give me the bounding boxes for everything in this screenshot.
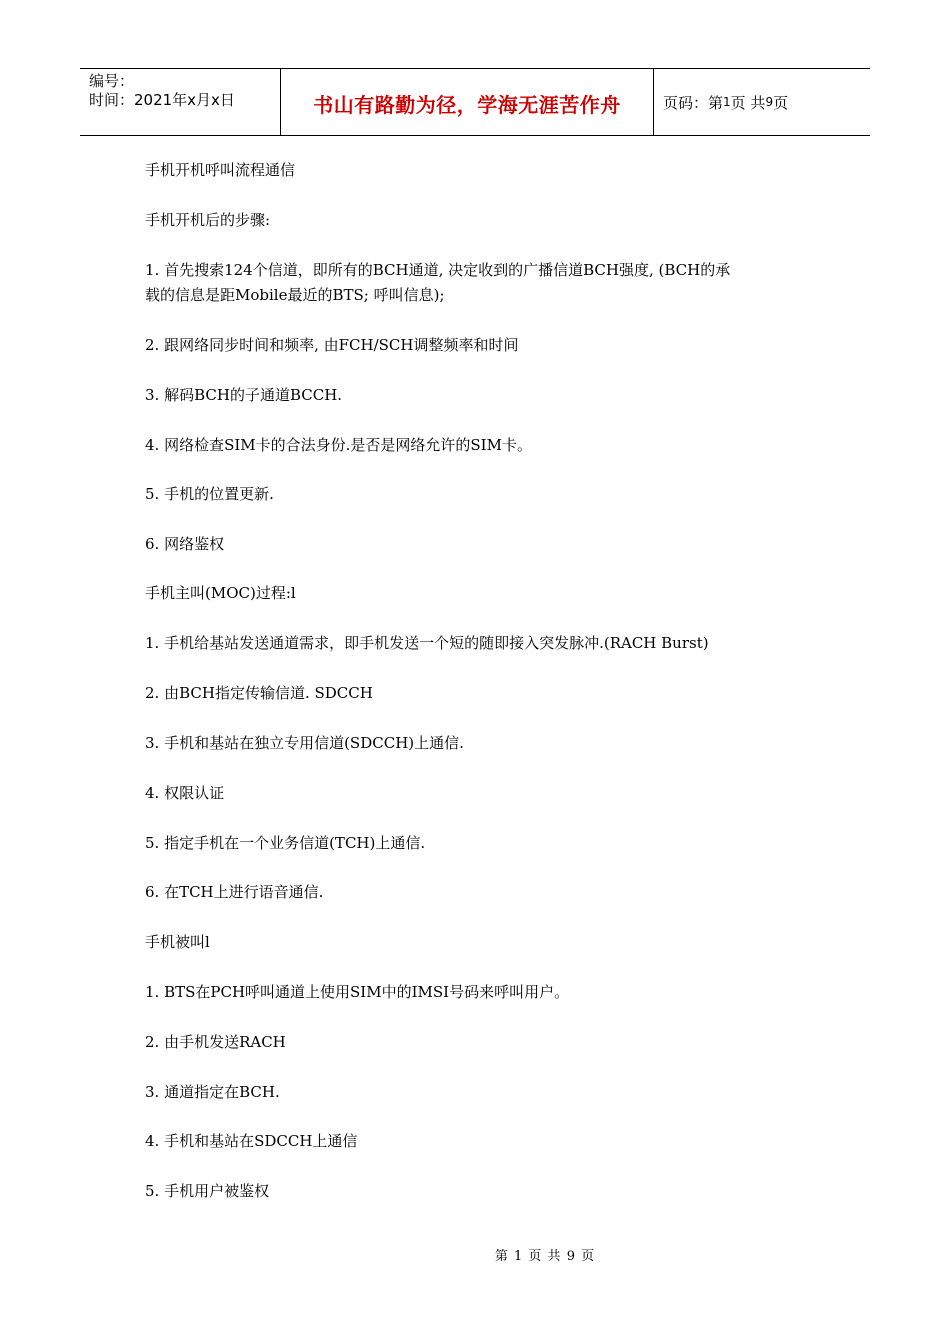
paragraph-line: 2. 跟网络同步时间和频率, 由FCH/SCH调整频率和时间 — [145, 336, 519, 354]
paragraph-line: 1. 首先搜索124个信道，即所有的BCH通道, 决定收到的广播信道BCH强度, (BCH的承 — [145, 261, 731, 279]
footer-page-number: 第 1 页 共 9 页 — [494, 1249, 596, 1264]
section-heading: 手机被叫l — [145, 933, 210, 951]
serial-number-label: 编号： — [89, 72, 135, 90]
document-header — [80, 68, 870, 136]
paragraph-line: 4. 网络检查SIM卡的合法身份.是否是网络允许的SIM卡。 — [145, 436, 532, 454]
paragraph-line: 4. 权限认证 — [145, 784, 225, 802]
paragraph-line: 2. 由BCH指定传输信道. SDCCH — [145, 684, 373, 702]
page-label-suffix: 页 — [773, 93, 789, 112]
page-footer — [0, 1245, 950, 1264]
paragraph-line: 6. 网络鉴权 — [145, 535, 225, 553]
date-label: 时间：2021年x月x日 — [89, 91, 235, 109]
page-total: 9 — [765, 95, 774, 109]
paragraph-line: 3. 解码BCH的子通道BCCH. — [145, 386, 343, 404]
doc-title: 手机开机呼叫流程通信 — [145, 161, 296, 179]
paragraph-line: 1. 手机给基站发送通道需求，即手机发送一个短的随即接入突发脉冲.(RACH Burst) — [145, 634, 709, 652]
page-current: 1 — [723, 95, 731, 109]
paragraph-line: 2. 由手机发送RACH — [145, 1033, 286, 1051]
paragraph-line: 1. BTS在PCH呼叫通道上使用SIM中的IMSI号码来呼叫用户。 — [145, 983, 570, 1001]
header-slogan-cell — [281, 69, 654, 135]
page-label-prefix: 页码：第 — [663, 93, 724, 112]
paragraph-line: 4. 手机和基站在SDCCH上通信 — [145, 1132, 358, 1150]
paragraph-line: 3. 通道指定在BCH. — [145, 1083, 280, 1101]
paragraph-line: 5. 手机用户被鉴权 — [145, 1182, 270, 1200]
section-heading: 手机主叫(MOC)过程:l — [145, 584, 296, 602]
paragraph-line: 手机开机后的步骤: — [145, 211, 271, 229]
page-label-mid: 页 共 — [730, 93, 766, 112]
paragraph-line: 6. 在TCH上进行语音通信. — [145, 883, 324, 901]
paragraph-line: 5. 手机的位置更新. — [145, 485, 274, 503]
paragraph-line: 5. 指定手机在一个业务信道(TCH)上通信. — [145, 834, 426, 852]
header-meta-cell — [80, 69, 281, 135]
header-slogan: 书山有路勤为径，学海无涯苦作舟 — [313, 93, 621, 117]
header-page-cell — [654, 69, 870, 135]
paragraph-line: 载的信息是距Mobile最近的BTS; 呼叫信息); — [145, 286, 445, 304]
paragraph-line: 3. 手机和基站在独立专用信道(SDCCH)上通信. — [145, 734, 464, 752]
